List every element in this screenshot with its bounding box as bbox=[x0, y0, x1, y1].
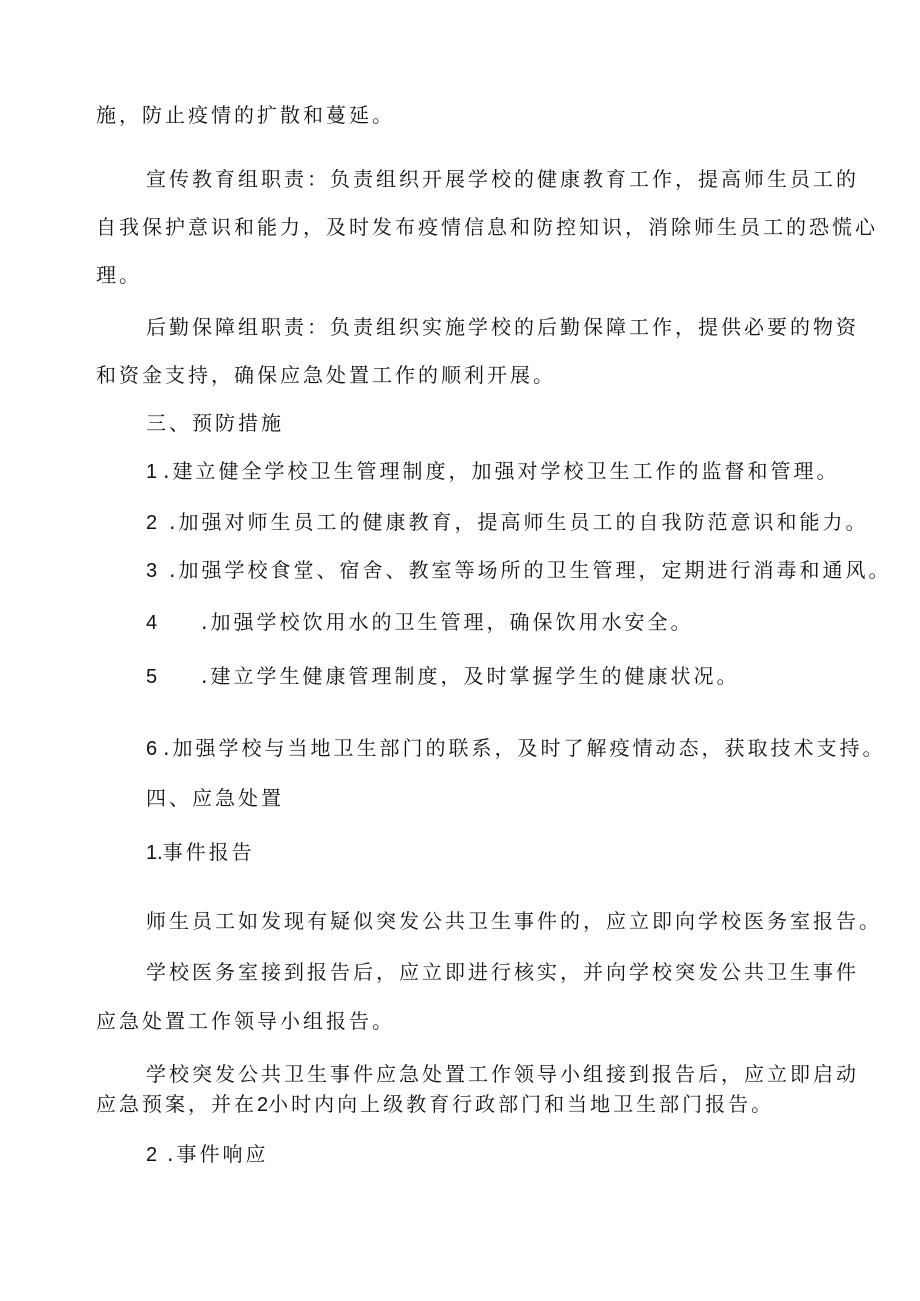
paragraph-line: 后勤保障组职责：负责组织实施学校的后勤保障工作，提供必要的物资 bbox=[146, 315, 859, 339]
list-item-number: 3 bbox=[146, 560, 158, 582]
list-item-text: .加强学校食堂、宿舍、教室等场所的卫生管理，定期进行消毒和通风。 bbox=[169, 558, 892, 582]
list-item-number: 2 bbox=[146, 512, 158, 534]
list-item-number: 4 bbox=[146, 612, 158, 634]
paragraph-line: 学校医务室接到报告后，应立即进行核实，并向学校突发公共卫生事件 bbox=[146, 960, 859, 984]
paragraph-line: 应急处置工作领导小组报告。 bbox=[96, 1009, 395, 1033]
list-item-text: .加强学校饮用水的卫生管理，确保饮用水安全。 bbox=[201, 610, 694, 634]
paragraph-line: 宣传教育组职责：负责组织开展学校的健康教育工作，提高师生员工的 bbox=[146, 167, 859, 191]
list-item-text: .建立健全学校卫生管理制度，加强对学校卫生工作的监督和管理。 bbox=[163, 459, 840, 483]
list-item bbox=[146, 508, 868, 537]
list-item-number: 5 bbox=[146, 666, 158, 688]
subsection-heading bbox=[146, 1140, 268, 1169]
subsection-number: 2 bbox=[146, 1144, 158, 1166]
paragraph-line: 理。 bbox=[96, 263, 142, 287]
section-heading: 四、应急处置 bbox=[146, 786, 284, 810]
paragraph-line: 自我保护意识和能力，及时发布疫情信息和防控知识，消除师生员工的恐慌心 bbox=[96, 215, 878, 239]
subsection-title: 事件报告 bbox=[162, 840, 255, 864]
list-item-text: .加强对师生员工的健康教育，提高师生员工的自我防范意识和能力。 bbox=[169, 510, 869, 534]
paragraph-line: 和资金支持，确保应急处置工作的顺利开展。 bbox=[96, 363, 556, 387]
list-item-number: 1 bbox=[146, 461, 158, 483]
hours-number: 2 bbox=[257, 1094, 269, 1116]
list-item bbox=[146, 662, 739, 691]
list-item bbox=[146, 556, 891, 585]
subsection-title: .事件响应 bbox=[167, 1142, 269, 1166]
paragraph-text: 应急预案，并在 bbox=[96, 1092, 257, 1116]
list-item-text: .建立学生健康管理制度，及时掌握学生的健康状况。 bbox=[201, 664, 740, 688]
paragraph-line: 施，防止疫情的扩散和蔓延。 bbox=[96, 103, 395, 127]
section-heading: 三、预防措施 bbox=[146, 411, 284, 435]
list-item-text: .加强学校与当地卫生部门的联系，及时了解疫情动态，获取技术支持。 bbox=[163, 736, 886, 760]
list-item bbox=[146, 608, 693, 637]
paragraph-text: 小时内向上级教育行政部门和当地卫生部门报告。 bbox=[268, 1092, 775, 1116]
paragraph-line bbox=[96, 1090, 774, 1119]
paragraph-line: 师生员工如发现有疑似突发公共卫生事件的，应立即向学校医务室报告。 bbox=[146, 909, 882, 933]
list-item bbox=[146, 457, 839, 486]
list-item-number: 6 bbox=[146, 738, 158, 760]
subsection-heading bbox=[146, 838, 255, 867]
paragraph-line: 学校突发公共卫生事件应急处置工作领导小组接到报告后，应立即启动 bbox=[146, 1062, 859, 1086]
list-item bbox=[146, 734, 885, 763]
subsection-number: 1. bbox=[146, 842, 163, 864]
